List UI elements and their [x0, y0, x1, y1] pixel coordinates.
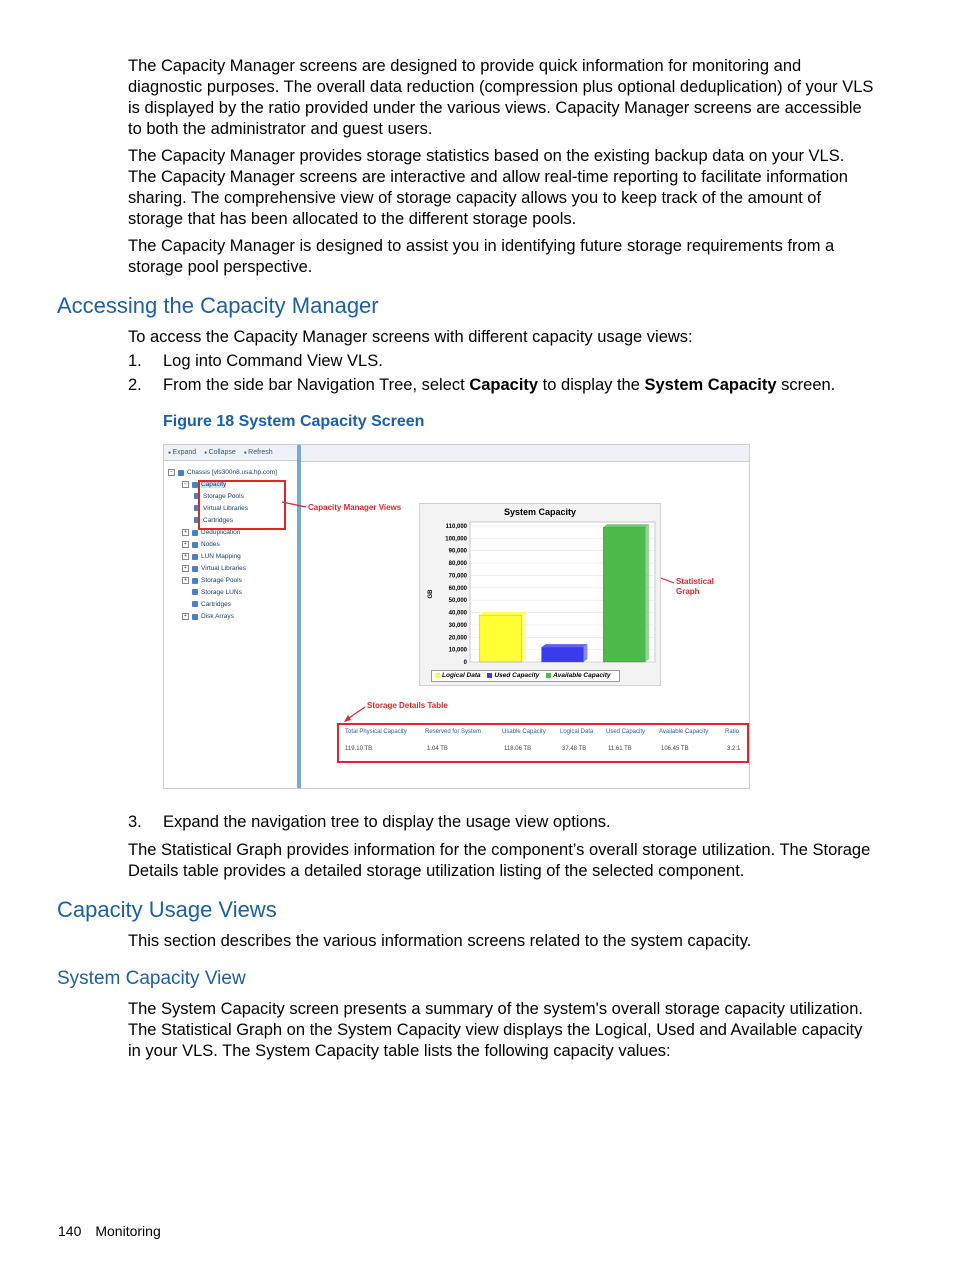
y-tick-label: 40,000	[448, 610, 467, 617]
tree-node-label: Disk Arrays	[201, 613, 234, 621]
legend-swatch	[546, 673, 551, 678]
table-arrow-head	[344, 715, 351, 722]
tree-node-label: Deduplication	[201, 529, 241, 537]
legend-swatch	[435, 673, 440, 678]
capacity-manager-views-callout: Capacity Manager Views	[308, 503, 402, 512]
storage-details-table-callout: Storage Details Table	[367, 701, 448, 710]
bar-top	[480, 612, 526, 615]
tree-node-label: Storage Pools	[201, 577, 242, 585]
system-capacity-screenshot	[163, 444, 750, 789]
statistical-graph-callout: Statistical Graph	[676, 577, 714, 596]
bar-used-capacity	[542, 647, 584, 662]
tree-node-label: Capacity	[201, 481, 227, 489]
header-ratio: Ratio	[725, 729, 740, 735]
y-tick-label: 80,000	[448, 561, 467, 568]
step-text-post: screen.	[776, 376, 836, 394]
y-tick-label: 110,000	[445, 524, 467, 530]
access-lead-text: To access the Capacity Manager screens with different capacity usage views:	[128, 328, 693, 346]
cell-logical-data: 37.48 TB	[562, 746, 587, 752]
step-number: 2.	[128, 376, 142, 394]
y-tick-label: 30,000	[448, 622, 467, 629]
page-footer	[58, 1223, 175, 1239]
expand-toggle-icon[interactable]: +	[182, 553, 189, 560]
heading-capacity-usage-views: Capacity Usage Views	[57, 897, 277, 922]
usage-views-text: This section describes the various information screens related to the system capacity.	[128, 932, 752, 950]
intro-paragraph-3: The Capacity Manager is designed to assist you in identifying future storage requirements from a storage pool perspective.	[128, 237, 835, 276]
header-total-physical-capacity: Total Physical Capacity	[345, 729, 407, 735]
step-text-mid: to display the	[538, 376, 645, 394]
bar-logical-data	[480, 615, 522, 662]
y-tick-label: 100,000	[445, 536, 467, 543]
bar-available-capacity	[603, 527, 645, 662]
step-number: 1.	[128, 352, 142, 370]
system-capacity-chart-panel	[419, 503, 661, 686]
chart-title: System Capacity	[503, 507, 577, 517]
step-3	[128, 812, 611, 833]
bar-side	[583, 644, 587, 662]
capacity-term: Capacity	[469, 376, 539, 394]
figure-caption: Figure 18 System Capacity Screen	[163, 413, 425, 430]
expand-toggle-icon[interactable]: +	[182, 541, 189, 548]
tree-node-label: Cartridges	[203, 517, 233, 524]
collapse-button[interactable]: ● Collapse	[204, 449, 236, 456]
tree-node-label: Nodes	[201, 541, 220, 549]
tree-node-label: Storage Pools	[203, 493, 244, 500]
bar-top	[542, 644, 588, 647]
step-1	[128, 351, 383, 372]
footer-section: Monitoring	[95, 1223, 161, 1239]
step-text: Expand the navigation tree to display the usage view options.	[163, 813, 611, 831]
tree-node-label: Chassis [vls300n8.usa.hp.com]	[187, 469, 277, 477]
cell-reserved-for-system: 1.04 TB	[427, 746, 448, 752]
bar-side	[645, 524, 649, 662]
legend-label: Available Capacity	[553, 672, 611, 679]
table-row	[339, 746, 747, 756]
tree-node-label: LUN Mapping	[201, 553, 241, 561]
expand-toggle-icon[interactable]: +	[182, 565, 189, 572]
header-usable-capacity: Usable Capacity	[502, 729, 546, 735]
legend-item-available-capacity	[546, 672, 610, 679]
legend-label: Used Capacity	[494, 672, 540, 679]
header-used-capacity: Used Capacity	[606, 729, 646, 735]
statistical-graph-description: The Statistical Graph provides information for the component’s overall storage utilization. The Storage Details table provides a detailed storage utilization listing of the selected component.	[128, 841, 871, 880]
step-text-pre: From the side bar Navigation Tree, select	[163, 376, 470, 394]
step-text: Log into Command View VLS.	[163, 352, 383, 370]
step-number: 3.	[128, 813, 142, 831]
collapse-toggle-icon[interactable]: −	[182, 481, 189, 488]
legend-item-logical-data	[435, 672, 481, 679]
intro-paragraph-2: The Capacity Manager provides storage statistics based on the existing backup data on your VLS. The Capacity Manager screens are interactive and allow real-time reporting to facilitate information sharing. The comprehensive view of storage capacity allows you to keep track of the amount of storage that has been allocated to the different storage pools.	[128, 147, 848, 228]
y-tick-label: 70,000	[448, 573, 467, 580]
expand-toggle-icon[interactable]: +	[182, 613, 189, 620]
y-axis-label: GB	[428, 589, 434, 599]
legend-item-used-capacity	[487, 672, 539, 679]
y-tick-label: 0	[463, 660, 467, 666]
tree-node-label: Cartridges	[201, 601, 231, 608]
table-header-row	[339, 729, 747, 739]
heading-system-capacity-view: System Capacity View	[57, 968, 246, 989]
heading-accessing-capacity-manager: Accessing the Capacity Manager	[57, 293, 379, 318]
header-logical-data: Logical Data	[560, 729, 594, 735]
system-capacity-term: System Capacity	[644, 376, 777, 394]
cell-available-capacity: 106.45 TB	[661, 746, 689, 752]
header-reserved-for-system: Reserved for System	[425, 729, 482, 735]
expand-toggle-icon[interactable]: +	[182, 529, 189, 536]
system-capacity-view-text: The System Capacity screen presents a summary of the system's overall storage capacity utilization. The Statistical Graph on the System Capacity view displays the Logical, Used and Available capacity in your VLS. The System Capacity table lists the following capacity values:	[128, 1000, 863, 1060]
expand-toggle-icon[interactable]: +	[182, 577, 189, 584]
y-tick-label: 60,000	[448, 585, 467, 592]
chart-legend	[431, 670, 620, 682]
refresh-button[interactable]: ● Refresh	[244, 449, 273, 456]
storage-details-table	[339, 726, 747, 762]
cell-ratio: 3.2:1	[727, 746, 741, 752]
legend-swatch	[487, 673, 492, 678]
y-tick-label: 20,000	[448, 635, 467, 642]
bar-top	[603, 524, 649, 527]
page-number: 140	[58, 1223, 82, 1239]
system-capacity-chart	[420, 504, 660, 669]
step-2	[128, 375, 835, 396]
collapse-toggle-icon[interactable]: −	[168, 469, 175, 476]
views-arrow	[282, 502, 306, 507]
tree-node-label: Storage LUNs	[201, 589, 242, 596]
y-tick-label: 10,000	[448, 647, 467, 654]
cell-total-physical-capacity: 119.10 TB	[345, 746, 373, 752]
tree-node-label: Virtual Libraries	[201, 565, 247, 573]
y-tick-label: 90,000	[448, 548, 467, 555]
header-available-capacity: Available Capacity	[659, 729, 709, 735]
intro-paragraph-1: The Capacity Manager screens are designed to provide quick information for monitoring and diagnostic purposes. The overall data reduction (compression plus optional deduplication) of your VLS is displayed by the ratio provided under the various views. Capacity Manager screens are accessible to both the administrator and guest users.	[128, 57, 874, 138]
y-tick-label: 50,000	[448, 598, 467, 605]
bar-side	[522, 612, 526, 662]
expand-button[interactable]: ● Expand	[168, 449, 196, 456]
tree-node-label: Virtual Libraries	[203, 505, 249, 512]
cell-usable-capacity: 118.06 TB	[504, 746, 532, 752]
cell-used-capacity: 11.61 TB	[608, 746, 632, 752]
legend-label: Logical Data	[442, 672, 481, 679]
